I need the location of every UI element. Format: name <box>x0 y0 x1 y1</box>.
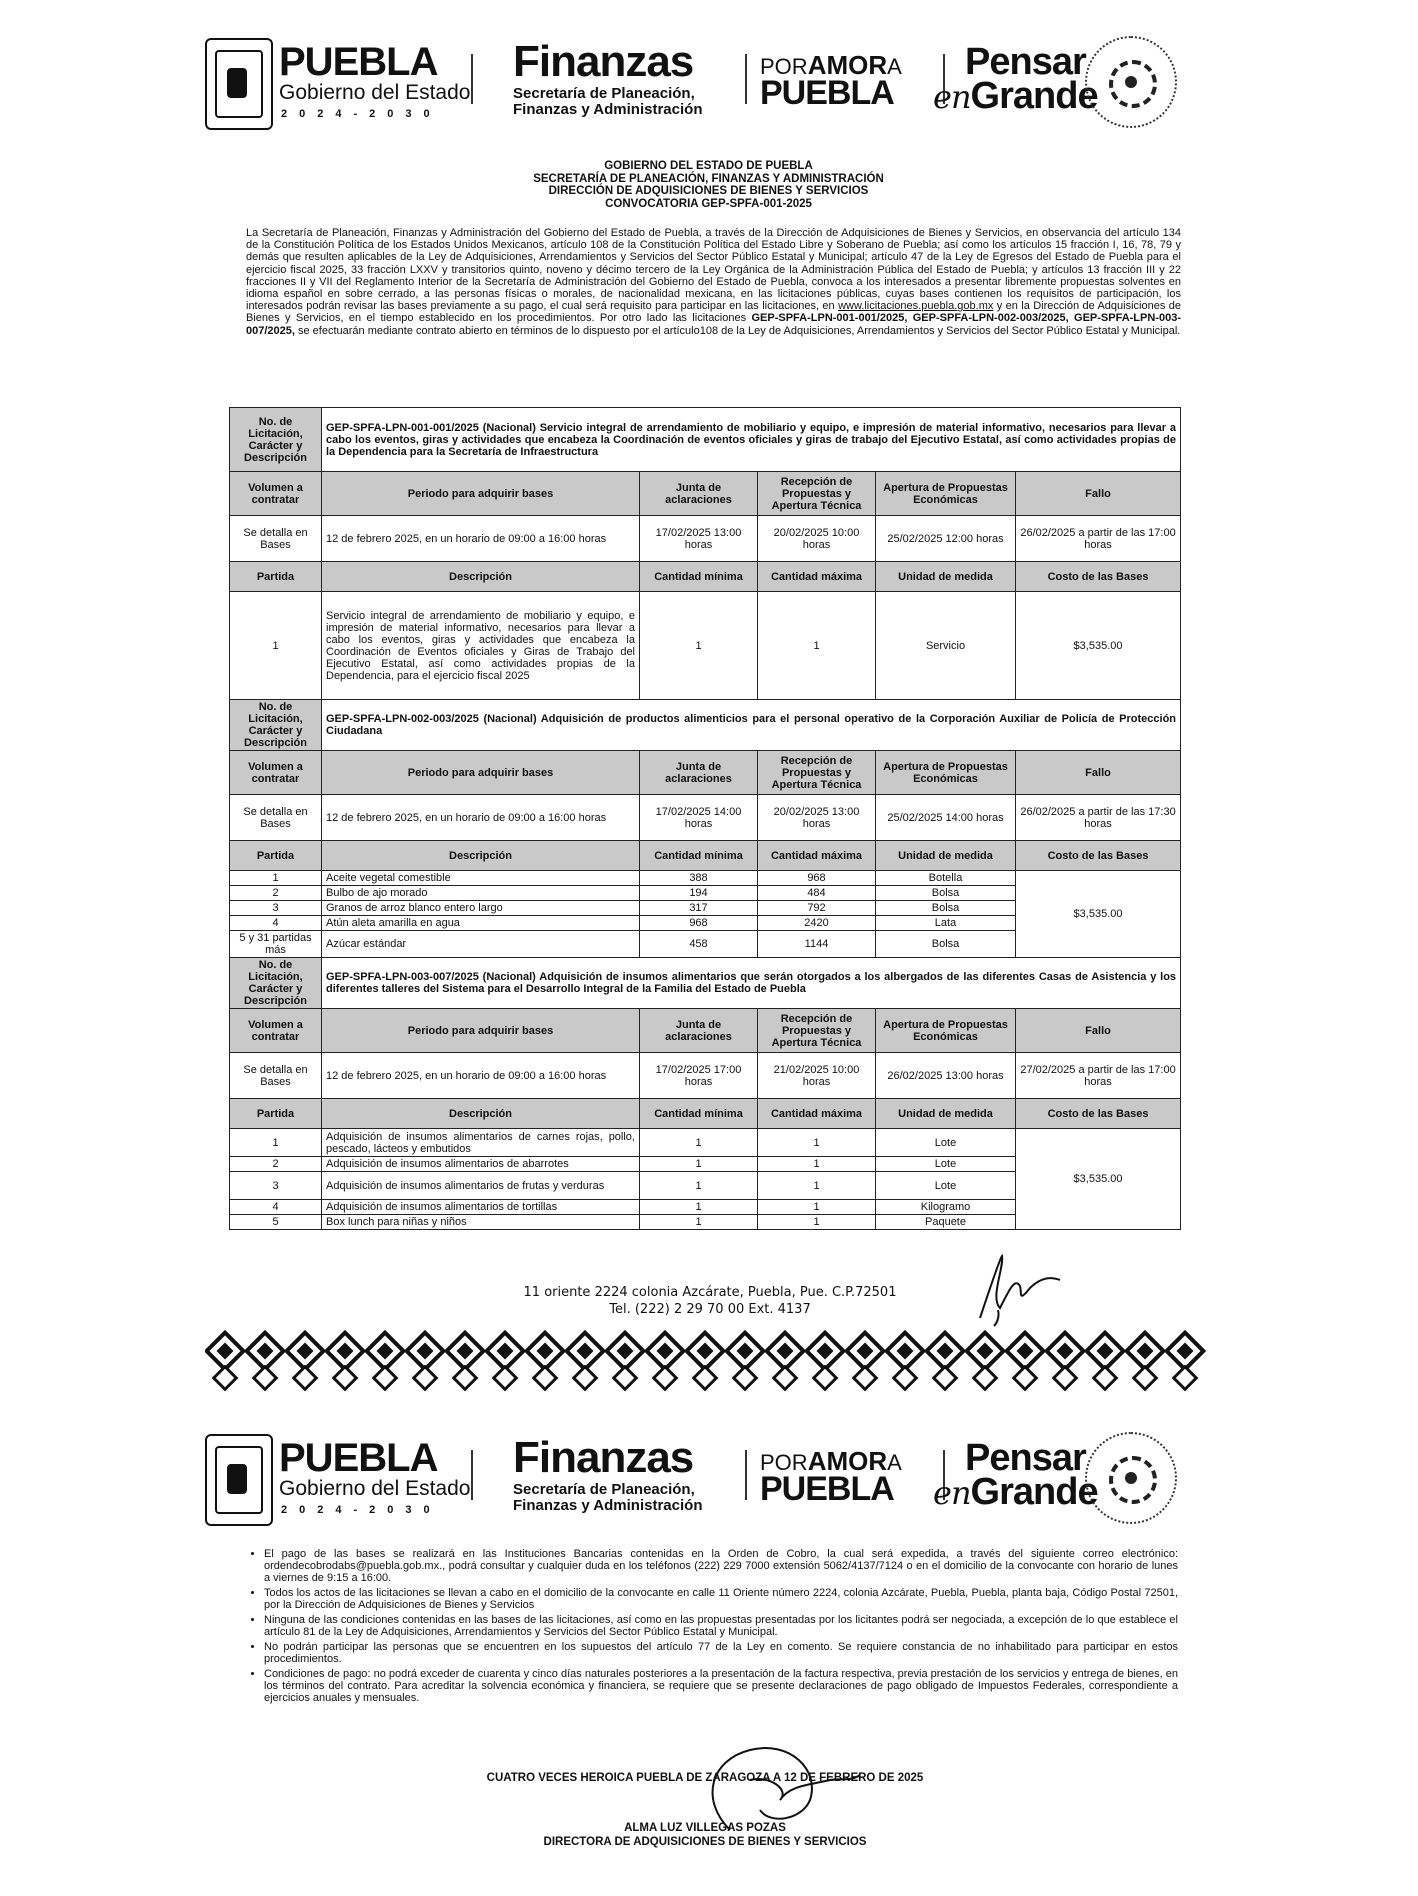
puebla-seal-logo <box>205 38 273 130</box>
max-cell: 1 <box>758 1200 876 1215</box>
descripcion-cell: Adquisición de insumos alimentarios de tortillas <box>322 1200 640 1215</box>
decorative-motif <box>1087 1333 1124 1390</box>
junta-value: 17/02/2025 13:00 horas <box>640 516 758 562</box>
decorative-band <box>205 1330 1225 1400</box>
min-cell: 317 <box>640 901 758 916</box>
grande-logo: enGrande <box>933 1471 1098 1513</box>
decorative-motif <box>927 1333 964 1390</box>
puebla-slogan: PUEBLA <box>760 74 894 112</box>
descripcion-cell: Adquisición de insumos alimentarios de abarrotes <box>322 1157 640 1172</box>
unidad-cell: Bolsa <box>876 901 1016 916</box>
licitaciones-table <box>229 407 1181 1230</box>
unidad-cell: Lata <box>876 916 1016 931</box>
recepcion-value: 20/02/2025 10:00 horas <box>758 516 876 562</box>
signer-name: ALMA LUZ VILLEGAS POZAS <box>624 1822 786 1834</box>
partida-cell: 1 <box>230 871 322 886</box>
lic3-description: GEP-SPFA-LPN-003-007/2025 (Nacional) Adquisición de insumos alimentarios que serán otorgados a los albergados de las diferentes Casas de Asistencia y los diferentes talleres del Sistema para el Desarrollo Integral de la Familia del Estado de Puebla <box>322 958 1181 1009</box>
apertura-value: 26/02/2025 13:00 horas <box>876 1053 1016 1099</box>
unidad-cell: Lote <box>876 1129 1016 1157</box>
unidad-cell: Bolsa <box>876 931 1016 958</box>
decorative-motif <box>327 1333 364 1390</box>
label-recepcion: Recepción de Propuestas y Apertura Técnica <box>758 1009 876 1053</box>
label-recepcion: Recepción de Propuestas y Apertura Técnica <box>758 472 876 516</box>
equality-seal-icon <box>1085 36 1177 128</box>
periodo-value: 12 de febrero 2025, en un horario de 09:00 a 16:00 horas <box>322 516 640 562</box>
label-recepcion: Recepción de Propuestas y Apertura Técnica <box>758 751 876 795</box>
signature-mark <box>960 1248 1070 1328</box>
max-cell: 1144 <box>758 931 876 958</box>
licitaciones-link[interactable]: www.licitaciones.puebla.gob.mx <box>838 300 994 313</box>
label-no-licitacion: No. de Licitación, Carácter y Descripción <box>230 408 322 472</box>
unidad-cell: Paquete <box>876 1215 1016 1230</box>
footer-address <box>420 1284 1000 1318</box>
label-fallo: Fallo <box>1016 472 1181 516</box>
label-fallo: Fallo <box>1016 751 1181 795</box>
min-cell: 1 <box>640 1215 758 1230</box>
min-cell: 194 <box>640 886 758 901</box>
divider <box>745 54 747 104</box>
table-row <box>230 592 1181 700</box>
label-unidad: Unidad de medida <box>876 562 1016 592</box>
pensar-logo: Pensar <box>965 1437 1086 1479</box>
label-fallo: Fallo <box>1016 1009 1181 1053</box>
list-item: • Ninguna de las condiciones contenidas en las bases de las licitaciones, así como en las propuestas presentadas por los licitantes podrá ser negociada, a excepción de lo que establece el artículo 81 de la Ley de Adquisiciones, Arrendamientos y Servicios del Sector Público Estatal y Municipal. <box>264 1614 1178 1638</box>
label-junta: Junta de aclaraciones <box>640 472 758 516</box>
decorative-motif <box>527 1333 564 1390</box>
junta-value: 17/02/2025 17:00 horas <box>640 1053 758 1099</box>
decorative-motif <box>1167 1333 1204 1390</box>
label-descripcion: Descripción <box>322 841 640 871</box>
pensar-logo: Pensar <box>965 41 1086 83</box>
title-line: GOBIERNO DEL ESTADO DE PUEBLA <box>604 160 813 172</box>
label-periodo: Periodo para adquirir bases <box>322 1009 640 1053</box>
costo-cell: $3,535.00 <box>1016 1129 1181 1230</box>
label-no-licitacion: No. de Licitación, Carácter y Descripción <box>230 958 322 1009</box>
partida-cell: 2 <box>230 1157 322 1172</box>
partida-cell: 3 <box>230 1172 322 1200</box>
decorative-motif <box>1007 1333 1044 1390</box>
descripcion-cell: Granos de arroz blanco entero largo <box>322 901 640 916</box>
finanzas-logo: Finanzas <box>513 1433 694 1482</box>
label-unidad: Unidad de medida <box>876 1099 1016 1129</box>
gobierno-text: Gobierno del Estado <box>279 81 471 104</box>
years-text: 2024-2030 <box>281 1504 442 1516</box>
decorative-motif <box>767 1333 804 1390</box>
address-line: 11 oriente 2224 colonia Azcárate, Puebla, Pue. C.P.72501 <box>523 1285 897 1300</box>
max-cell: 792 <box>758 901 876 916</box>
label-apertura: Apertura de Propuestas Económicas <box>876 751 1016 795</box>
min-cell: 1 <box>640 1157 758 1172</box>
partida-cell: 1 <box>230 1129 322 1157</box>
decorative-motif <box>567 1333 604 1390</box>
min-cell: 1 <box>640 1172 758 1200</box>
label-volumen: Volumen a contratar <box>230 472 322 516</box>
lic2-description: GEP-SPFA-LPN-002-003/2025 (Nacional) Adquisición de productos alimenticios para el personal operativo de la Corporación Auxiliar de Policía de Protección Ciudadana <box>322 700 1181 751</box>
volumen-value: Se detalla en Bases <box>230 1053 322 1099</box>
title-line: DIRECCIÓN DE ADQUISICIONES DE BIENES Y SERVICIOS <box>548 185 869 197</box>
title-line: CONVOCATORIA GEP-SPFA-001-2025 <box>605 197 812 210</box>
partida-cell: 5 <box>230 1215 322 1230</box>
puebla-seal-logo <box>205 1434 273 1526</box>
puebla-logo-text: PUEBLA <box>279 1436 438 1480</box>
label-descripcion: Descripción <box>322 562 640 592</box>
decorative-motif <box>887 1333 924 1390</box>
unidad-cell: Servicio <box>876 592 1016 700</box>
label-periodo: Periodo para adquirir bases <box>322 751 640 795</box>
label-costo: Costo de las Bases <box>1016 841 1181 871</box>
min-cell: 1 <box>640 592 758 700</box>
intro-paragraph: La Secretaría de Planeación, Finanzas y Administración del Gobierno del Estado de Puebla, a través de la Dirección de Adquisiciones de Bienes y Servicios, en observancia del artículo 134 de la Constitución Política de los Estados Unidos Mexicanos, artículo 108 de la Constitución Política del Estado Libre y Soberano de Puebla; así como los artículos 15 fracción I, 16, 78, 79 y demás que resulten aplicables de la Ley de Adquisiciones, Arrendamientos y Servicios del Sector Público Estatal y Municipal; artículo 47 de la Ley de Egresos del Estado de Puebla para el ejercicio fiscal 2025, 33 fracción LXXV y transitorios quinto, noveno y décimo tercero de la Ley Orgánica de la Administración Pública del Estado de Puebla; y artículos 13 fracción III y 22 fracciones II y VII del Reglamento Interior de la Secretaría de Administración del Gobierno del Estado de Puebla, convoca a los interesados a presentar libremente propuestas solventes en idioma español en sobre cerrado, a las personas físicas o morales, de nacionalidad mexicana, en las licitaciones públicas, cuyas bases contienen los requisitos de participación, los interesados podrán revisar las bases previamente a su pago, el cual será requisito para participar en las licitaciones, en www.licitaciones.puebla.gob.mx y en la Dirección de Adquisiciones de Bienes y Servicios, en el tiempo establecido en los procedimientos. Por otro lado las licitaciones GEP-SPFA-LPN-001-001/2025, GEP-SPFA-LPN-002-003/2025, GEP-SPFA-LPN-003-007/2025, se efectuarán mediante contrato abierto en términos de lo dispuesto por el artículo108 de la Ley de Adquisiciones, Arrendamientos y Servicios del Sector Público Estatal y Municipal. <box>246 227 1181 337</box>
descripcion-cell: Adquisición de insumos alimentarios de carnes rojas, pollo, pescado, lácteos y embutidos <box>322 1129 640 1157</box>
periodo-value: 12 de febrero 2025, en un horario de 09:00 a 16:00 horas <box>322 1053 640 1099</box>
recepcion-value: 21/02/2025 10:00 horas <box>758 1053 876 1099</box>
unidad-cell: Botella <box>876 871 1016 886</box>
decorative-motif <box>487 1333 524 1390</box>
label-cantidad-maxima: Cantidad máxima <box>758 1099 876 1129</box>
finanzas-subtitle: Secretaría de Planeación, Finanzas y Administración <box>513 85 703 118</box>
finanzas-logo: Finanzas <box>513 37 694 86</box>
min-cell: 1 <box>640 1129 758 1157</box>
label-partida: Partida <box>230 1099 322 1129</box>
decorative-motif <box>407 1333 444 1390</box>
label-volumen: Volumen a contratar <box>230 1009 322 1053</box>
apertura-value: 25/02/2025 14:00 horas <box>876 795 1016 841</box>
por-amor-logo: PORAMORA <box>760 1446 902 1476</box>
unidad-cell: Kilogramo <box>876 1200 1016 1215</box>
decorative-motif <box>287 1333 324 1390</box>
max-cell: 1 <box>758 1157 876 1172</box>
place-date: CUATRO VECES HEROICA PUEBLA DE ZARAGOZA A 12 DE FEBRERO DE 2025 <box>486 1772 924 1784</box>
list-item: • Todos los actos de las licitaciones se llevan a cabo en el domicilio de la convocante en calle 11 Oriente número 2224, colonia Azcárate, Puebla, Puebla, planta baja, Código Postal 72501, por la Dirección de Adquisiciones de Bienes y Servicios <box>264 1587 1178 1611</box>
min-cell: 1 <box>640 1200 758 1215</box>
header-bottom <box>205 1428 1135 1528</box>
finanzas-subtitle: Secretaría de Planeación, Finanzas y Administración <box>513 1481 703 1514</box>
label-cantidad-minima: Cantidad mínima <box>640 1099 758 1129</box>
decorative-motif <box>607 1333 644 1390</box>
decorative-motif <box>727 1333 764 1390</box>
min-cell: 968 <box>640 916 758 931</box>
unidad-cell: Lote <box>876 1172 1016 1200</box>
grande-logo: enGrande <box>933 75 1098 117</box>
descripcion-cell: Servicio integral de arrendamiento de mobiliario y equipo, e impresión de material informativo, necesarios para llevar a cabo los eventos, giras y actividades que encabeza la Coordinación de Eventos oficiales y Giras de Trabajo del Ejecutivo Estatal, así como actividades propias de la Dependencia, para el ejercicio fiscal 2025 <box>322 592 640 700</box>
max-cell: 1 <box>758 1172 876 1200</box>
label-periodo: Periodo para adquirir bases <box>322 472 640 516</box>
label-partida: Partida <box>230 841 322 871</box>
fallo-value: 27/02/2025 a partir de las 17:00 horas <box>1016 1053 1181 1099</box>
max-cell: 1 <box>758 592 876 700</box>
equality-seal-icon <box>1085 1432 1177 1524</box>
decorative-motif <box>367 1333 404 1390</box>
divider <box>471 54 473 104</box>
fallo-value: 26/02/2025 a partir de las 17:30 horas <box>1016 795 1181 841</box>
signature-mark <box>690 1730 870 1840</box>
label-cantidad-maxima: Cantidad máxima <box>758 841 876 871</box>
signer-title: DIRECTORA DE ADQUISICIONES DE BIENES Y SERVICIOS <box>543 1836 867 1848</box>
header-top <box>205 32 1135 132</box>
title-line: SECRETARÍA DE PLANEACIÓN, FINANZAS Y ADMINISTRACIÓN <box>533 172 884 185</box>
min-cell: 388 <box>640 871 758 886</box>
decorative-motif <box>687 1333 724 1390</box>
periodo-value: 12 de febrero 2025, en un horario de 09:00 a 16:00 horas <box>322 795 640 841</box>
partida-cell: 4 <box>230 916 322 931</box>
decorative-motif <box>447 1333 484 1390</box>
label-apertura: Apertura de Propuestas Económicas <box>876 472 1016 516</box>
table-row <box>230 1129 1181 1157</box>
label-apertura: Apertura de Propuestas Económicas <box>876 1009 1016 1053</box>
table-row <box>230 871 1181 886</box>
decorative-motif <box>807 1333 844 1390</box>
costo-cell: $3,535.00 <box>1016 592 1181 700</box>
lic1-description: GEP-SPFA-LPN-001-001/2025 (Nacional) Servicio integral de arrendamiento de mobiliario y equipo, e impresión de material informativo, necesarios para llevar a cabo los eventos, giras y actividades que encabeza la Coordinación de eventos oficiales y giras de trabajo del Ejecutivo Estatal, así como actividades propias de la Dependencia para la Secretaría de Infraestructura <box>322 408 1181 472</box>
label-cantidad-maxima: Cantidad máxima <box>758 562 876 592</box>
decorative-motif <box>1127 1333 1164 1390</box>
costo-cell: $3,535.00 <box>1016 871 1181 958</box>
decorative-motif <box>1047 1333 1084 1390</box>
years-text: 2024-2030 <box>281 108 442 120</box>
label-costo: Costo de las Bases <box>1016 1099 1181 1129</box>
document-titles <box>240 160 1177 210</box>
max-cell: 968 <box>758 871 876 886</box>
decorative-motif <box>967 1333 1004 1390</box>
junta-value: 17/02/2025 14:00 horas <box>640 795 758 841</box>
volumen-value: Se detalla en Bases <box>230 516 322 562</box>
decorative-motif <box>207 1333 244 1390</box>
apertura-value: 25/02/2025 12:00 horas <box>876 516 1016 562</box>
partida-cell: 3 <box>230 901 322 916</box>
label-cantidad-minima: Cantidad mínima <box>640 562 758 592</box>
descripcion-cell: Aceite vegetal comestible <box>322 871 640 886</box>
label-descripcion: Descripción <box>322 1099 640 1129</box>
descripcion-cell: Adquisición de insumos alimentarios de frutas y verduras <box>322 1172 640 1200</box>
list-item: • Condiciones de pago: no podrá exceder de cuarenta y cinco días naturales posteriores a la presentación de la factura respectiva, previa prestación de los servicios y entrega de bienes, en los términos del contrato. Para acreditar la solvencia económica y financiera, se requiere que se presente declaraciones de pago obligado de Impuestos Federales, correspondiente a ejercicios anuales y mensuales. <box>264 1668 1178 1704</box>
partida-cell: 1 <box>230 592 322 700</box>
label-volumen: Volumen a contratar <box>230 751 322 795</box>
partida-cell: 5 y 31 partidas más <box>230 931 322 958</box>
max-cell: 484 <box>758 886 876 901</box>
puebla-slogan: PUEBLA <box>760 1470 894 1508</box>
descripcion-cell: Bulbo de ajo morado <box>322 886 640 901</box>
decorative-motif <box>847 1333 884 1390</box>
puebla-logo-text: PUEBLA <box>279 40 438 84</box>
gobierno-text: Gobierno del Estado <box>279 1477 471 1500</box>
fallo-value: 26/02/2025 a partir de las 17:00 horas <box>1016 516 1181 562</box>
label-no-licitacion: No. de Licitación, Carácter y Descripción <box>230 700 322 751</box>
label-unidad: Unidad de medida <box>876 841 1016 871</box>
descripcion-cell: Box lunch para niñas y niños <box>322 1215 640 1230</box>
list-item: • No podrán participar las personas que se encuentren en los supuestos del artículo 77 de la Ley en comento. Se requiere constancia de no inhabilitado para participar en estos procedimientos. <box>264 1641 1178 1665</box>
decorative-motif <box>247 1333 284 1390</box>
divider <box>745 1450 747 1500</box>
descripcion-cell: Azúcar estándar <box>322 931 640 958</box>
partida-cell: 2 <box>230 886 322 901</box>
conditions-list <box>218 1548 1178 1707</box>
divider <box>471 1450 473 1500</box>
decorative-motif <box>647 1333 684 1390</box>
max-cell: 1 <box>758 1129 876 1157</box>
label-partida: Partida <box>230 562 322 592</box>
min-cell: 458 <box>640 931 758 958</box>
list-item: • El pago de las bases se realizará en las Instituciones Bancarias contenidas en la Orden de Cobro, la cual será expedida, a través del siguiente correo electrónico: ordendecobrodabs@puebla.gob.mx., podrá consultar y cualquier duda en los teléfonos (222) 229 7000 extensión 5062/4137/7124 o en el domicilio de la convocante con horario de lunes a viernes de 9:15 a 16:00. <box>264 1548 1178 1584</box>
unidad-cell: Lote <box>876 1157 1016 1172</box>
max-cell: 2420 <box>758 916 876 931</box>
label-junta: Junta de aclaraciones <box>640 751 758 795</box>
phone-line: Tel. (222) 2 29 70 00 Ext. 4137 <box>609 1302 811 1317</box>
max-cell: 1 <box>758 1215 876 1230</box>
label-cantidad-minima: Cantidad mínima <box>640 841 758 871</box>
label-costo: Costo de las Bases <box>1016 562 1181 592</box>
por-amor-logo: PORAMORA <box>760 50 902 80</box>
volumen-value: Se detalla en Bases <box>230 795 322 841</box>
descripcion-cell: Atún aleta amarilla en agua <box>322 916 640 931</box>
label-junta: Junta de aclaraciones <box>640 1009 758 1053</box>
unidad-cell: Bolsa <box>876 886 1016 901</box>
partida-cell: 4 <box>230 1200 322 1215</box>
recepcion-value: 20/02/2025 13:00 horas <box>758 795 876 841</box>
